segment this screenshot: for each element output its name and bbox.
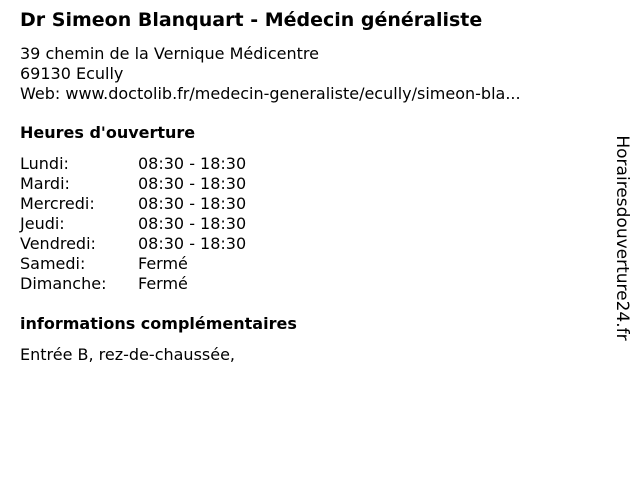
info-text: Entrée B, rez-de-chaussée,	[20, 345, 236, 364]
hours-value: 08:30 - 18:30	[138, 214, 247, 233]
hours-row-sunday	[20, 274, 246, 294]
hours-row-friday	[20, 234, 246, 254]
day-label: Samedi:	[20, 254, 86, 273]
day-label: Lundi:	[20, 154, 69, 173]
hours-value: 08:30 - 18:30	[138, 154, 247, 173]
day-label: Mercredi:	[20, 194, 95, 213]
hours-row-tuesday	[20, 174, 246, 194]
hours-heading: Heures d'ouverture	[20, 123, 196, 142]
site-watermark: Horairesdouverture24.fr	[612, 135, 632, 341]
day-label: Vendredi:	[20, 234, 96, 253]
hours-value: 08:30 - 18:30	[138, 194, 247, 213]
address-block	[20, 44, 521, 104]
address-street: 39 chemin de la Vernique Médicentre	[20, 44, 319, 63]
address-web: Web: www.doctolib.fr/medecin-generaliste/ecully/simeon-bla...	[20, 84, 521, 103]
page-title: Dr Simeon Blanquart - Médecin généraliste	[20, 9, 483, 31]
hours-value: Fermé	[138, 274, 188, 293]
hours-table	[20, 154, 246, 294]
address-city: 69130 Ecully	[20, 64, 124, 83]
hours-value: Fermé	[138, 254, 188, 273]
hours-row-thursday	[20, 214, 246, 234]
hours-value: 08:30 - 18:30	[138, 174, 247, 193]
day-label: Mardi:	[20, 174, 70, 193]
hours-row-wednesday	[20, 194, 246, 214]
hours-row-saturday	[20, 254, 246, 274]
hours-value: 08:30 - 18:30	[138, 234, 247, 253]
info-heading: informations complémentaires	[20, 314, 297, 333]
hours-row-monday	[20, 154, 246, 174]
day-label: Jeudi:	[20, 214, 65, 233]
day-label: Dimanche:	[20, 274, 107, 293]
